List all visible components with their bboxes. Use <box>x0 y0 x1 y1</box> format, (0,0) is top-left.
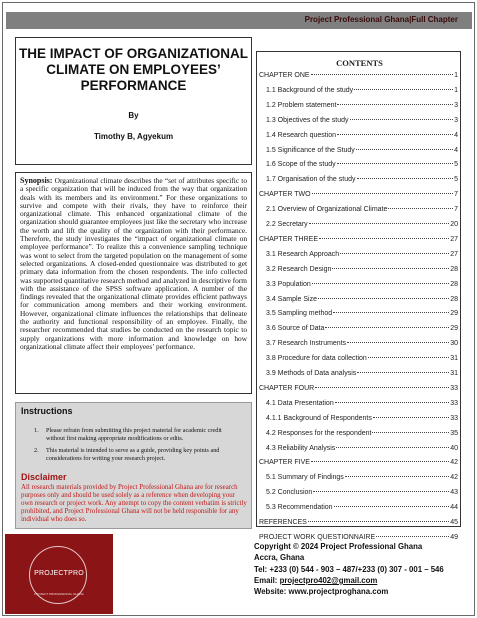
toc-entry[interactable] <box>266 132 458 141</box>
header-title: Project Professional Ghana|Full Chapter <box>304 15 458 24</box>
toc-leader-dots <box>311 74 454 75</box>
toc-entry-label: 2.2 Secretary <box>266 221 308 228</box>
toc-entry-page: 40 <box>450 444 458 452</box>
toc-entry[interactable] <box>259 72 458 81</box>
toc-entry-page: 28 <box>450 265 458 273</box>
disclaimer-title: Disclaimer <box>21 472 67 482</box>
toc-entry[interactable] <box>266 504 458 513</box>
logo <box>5 534 113 614</box>
title-box <box>15 37 252 165</box>
toc-entry-page: 5 <box>454 176 458 184</box>
toc-entry-page: 45 <box>450 519 458 526</box>
toc-entry-page: 28 <box>450 295 458 303</box>
toc-leader-dots <box>340 253 449 254</box>
title-line-3: PERFORMANCE <box>80 78 187 93</box>
toc-entry[interactable] <box>266 474 458 483</box>
toc-entry-label: 1.5 Significance of the Study <box>266 146 355 154</box>
toc-entry-label: 3.5 Sampling method <box>266 310 333 318</box>
toc-leader-dots <box>333 312 449 313</box>
toc-entry-label: CHAPTER THREE <box>259 235 318 243</box>
toc-entry[interactable] <box>259 385 458 394</box>
toc-entry[interactable] <box>266 296 458 305</box>
toc-entry-page: 31 <box>450 370 458 377</box>
toc-entry-label: 1.2 Problem statement <box>266 101 337 109</box>
toc-entry-label: 3.9 Methods of Data analysis <box>266 370 357 377</box>
toc-leader-dots <box>308 521 449 522</box>
instruction-item <box>34 447 234 462</box>
toc-entry[interactable] <box>259 519 458 528</box>
toc-entry-page: 1 <box>454 86 458 94</box>
synopsis-paragraph <box>20 176 247 351</box>
contact-block <box>254 541 444 597</box>
city: Accra, Ghana <box>254 553 305 563</box>
instructions-title: Instructions <box>21 406 73 416</box>
toc-entry[interactable] <box>266 281 458 290</box>
toc-entry-label: 3.8 Procedure for data collection <box>266 355 367 363</box>
toc-leader-dots <box>318 298 449 299</box>
email-line <box>254 575 444 586</box>
toc-leader-dots <box>354 89 453 90</box>
toc-leader-dots <box>337 163 453 164</box>
toc-entry-label: 3.7 Research Instruments <box>266 340 347 348</box>
toc-entry[interactable] <box>266 445 458 454</box>
title-line-1: THE IMPACT OF ORGANIZATIONAL <box>19 46 248 61</box>
instructions-box <box>15 402 252 529</box>
toc-entry[interactable] <box>266 355 458 364</box>
toc-entry-label: 3.1 Research Approach <box>266 250 340 258</box>
toc-entry-page: 1 <box>454 72 458 79</box>
toc-entry-label: 3.6 Source of Data <box>266 325 325 333</box>
instruction-item <box>34 427 234 442</box>
toc-entry[interactable] <box>266 206 458 215</box>
toc-entry[interactable] <box>266 161 458 170</box>
toc-entry-label: CHAPTER FOUR <box>259 384 315 392</box>
toc-leader-dots <box>350 119 454 120</box>
toc-entry[interactable] <box>259 191 458 200</box>
toc-entry[interactable] <box>266 340 458 349</box>
toc-entry-label: CHAPTER TWO <box>259 191 311 199</box>
toc-entry[interactable] <box>266 415 458 424</box>
toc-leader-dots <box>325 327 449 328</box>
toc-entry-page: 49 <box>450 533 458 541</box>
toc-entry[interactable] <box>266 400 458 409</box>
toc-entry-page: 33 <box>450 414 458 422</box>
toc-entry-label: REFERENCES <box>259 519 307 526</box>
toc-entry-label: 5.2 Conclusion <box>266 489 313 497</box>
instruction-number: 2. <box>34 447 39 455</box>
synopsis-text: Organizational climate describes the “set of attributes specific to a specific organization that will be induced from the way that organization deals with its members and its environment.” For these organizations to survive and compete with their rivals, they have to reinforce their organizational climate. This enhanced organizational climate of the organization should guarantee employees just like the secretary who increase the worth and lift the quality of the organization with their performance. Therefore, the study investigates the “impact of organizational climate on employee performance”. To realize this a convenience sampling technique was wont to select from the targeted population on the management of some selected organizations. A closed-ended questionnaire was distributed to get primary data information from the chosen respondents. The info collected was supported quantitative research method and analyzed in descriptive form with the assistance of the SPSS software application. A number of the findings revealed that the organizational climate provides efficient pathways for communication among members and their working environment. However, organizational climate influences the relationships that delineate the authority and functional responsibility of an employee. Finally, the researcher recommended that studies be conducted on the research topic to supply organizations with more information and knowledge on how organizational climate affect their employees’ performance. <box>20 176 247 351</box>
toc-leader-dots <box>319 238 449 239</box>
toc-entry-label: 3.4 Sample Size <box>266 295 317 303</box>
toc-leader-dots <box>347 342 449 343</box>
toc-entry-label: PROJECT WORK QUESTIONNAIRE <box>259 533 376 541</box>
toc-entry-page: 35 <box>450 429 458 437</box>
table-of-contents <box>256 51 461 541</box>
logo-text: PROJECTPRO <box>34 570 84 577</box>
toc-leader-dots <box>345 476 449 477</box>
toc-entry-label: 5.3 Recommendation <box>266 504 333 512</box>
document-title <box>16 46 251 94</box>
toc-entry-label: 1.6 Scope of the study <box>266 161 336 169</box>
toc-entry-page: 31 <box>450 355 458 363</box>
toc-leader-dots <box>337 104 453 105</box>
toc-entry-page: 33 <box>450 384 458 392</box>
toc-leader-dots <box>335 402 449 403</box>
toc-leader-dots <box>312 193 453 194</box>
toc-leader-dots <box>372 432 449 433</box>
toc-entry-label: 2.1 Overview of Organizational Climate <box>266 206 388 214</box>
toc-entry[interactable] <box>266 117 458 126</box>
synopsis-label: Synopsis: <box>20 176 53 185</box>
toc-leader-dots <box>336 447 449 448</box>
toc-entry-page: 29 <box>450 325 458 333</box>
toc-entry-page: 28 <box>450 280 458 288</box>
instruction-text: This material is intended to serve as a guide, providing key points and considerations for writing your research project. <box>46 447 220 462</box>
toc-leader-dots <box>334 506 450 507</box>
toc-entry[interactable] <box>266 325 458 334</box>
toc-leader-dots <box>315 387 449 388</box>
toc-entry-page: 29 <box>450 310 458 318</box>
title-line-2: CLIMATE ON EMPLOYEES’ <box>46 62 221 77</box>
toc-entry[interactable] <box>266 176 458 185</box>
toc-entry-page: 27 <box>450 250 458 258</box>
toc-leader-dots <box>332 268 449 269</box>
synopsis-box <box>15 172 252 394</box>
toc-entry[interactable] <box>266 430 458 439</box>
toc-entry[interactable] <box>266 266 458 275</box>
toc-entry[interactable] <box>266 221 458 230</box>
toc-entry[interactable] <box>259 236 458 245</box>
toc-entry[interactable] <box>266 147 458 156</box>
toc-entry-label: 4.1.1 Background of Respondents <box>266 414 372 422</box>
toc-entry-label: 4.1 Data Presentation <box>266 399 334 407</box>
toc-entry-page: 30 <box>450 340 458 348</box>
toc-leader-dots <box>357 178 454 179</box>
toc-entry-page: 33 <box>450 399 458 407</box>
toc-entry-page: 4 <box>454 131 458 139</box>
toc-leader-dots <box>388 208 453 209</box>
toc-entry-label: CHAPTER ONE <box>259 72 310 79</box>
toc-entry[interactable] <box>266 370 458 379</box>
toc-leader-dots <box>313 491 449 492</box>
toc-leader-dots <box>337 134 453 135</box>
instruction-number: 1. <box>34 427 39 434</box>
toc-entry-page: 44 <box>450 504 458 512</box>
toc-leader-dots <box>312 283 449 284</box>
toc-leader-dots <box>309 223 450 224</box>
toc-entry[interactable] <box>266 310 458 319</box>
header-bar <box>6 12 472 29</box>
toc-leader-dots <box>368 357 449 358</box>
toc-entry-label: 1.4 Research question <box>266 131 337 139</box>
toc-entry-label: 5.1 Summary of Findings <box>266 474 344 482</box>
logo-subtext: PROJECT PROFESSIONAL GHANA <box>34 592 84 596</box>
disclaimer-text: All research materials provided by Project Professional Ghana are for research purposes only and should be used solely as a reference when developing your own research or project work. Any attempt to copy the content verbatim is strictly prohibited, and Project Professional Ghana will not be held responsible for any individual who does so. <box>21 484 247 523</box>
toc-entry-label: 1.7 Organisation of the study <box>266 176 356 184</box>
copyright: Copyright © 2024 Project Professional Ghana <box>254 542 423 551</box>
toc-leader-dots <box>311 461 449 462</box>
email-link[interactable]: projectpro402@gmail.com <box>279 575 378 585</box>
toc-entry-page: 5 <box>454 161 458 169</box>
toc-entry-page: 7 <box>454 206 458 214</box>
toc-entry-label: 4.3 Reliability Analysis <box>266 444 336 452</box>
toc-heading: CONTENTS <box>336 58 383 68</box>
toc-entry-label: 1.3 Objectives of the study <box>266 116 349 124</box>
toc-entry-page: 4 <box>454 146 458 154</box>
instructions-list <box>34 427 234 467</box>
telephone: Tel: +233 (0) 544 - 903 – 487/+233 (0) 307 - 001 – 546 <box>254 564 444 574</box>
toc-entry[interactable] <box>266 251 458 260</box>
instruction-text: Please refrain from submitting this project material for academic credit without first making appropriate modifications or edits. <box>46 427 222 442</box>
toc-entry-label: 4.2 Responses for the respondent <box>266 429 372 437</box>
toc-entry-label: CHAPTER FIVE <box>259 459 310 467</box>
toc-entry-page: 3 <box>454 116 458 124</box>
toc-entry-page: 7 <box>454 191 458 199</box>
toc-entry-page: 20 <box>450 221 458 228</box>
toc-entry[interactable] <box>266 489 458 498</box>
toc-entry-label: 1.1 Background of the study <box>266 86 354 94</box>
toc-entry[interactable] <box>266 87 458 96</box>
author-name: Timothy B, Agyekum <box>93 132 174 141</box>
toc-entry-label: 3.3 Population <box>266 280 311 288</box>
toc-entry-page: 27 <box>450 235 458 243</box>
toc-leader-dots <box>357 372 449 373</box>
toc-entry[interactable] <box>266 102 458 111</box>
toc-entry-label: 3.2 Research Design <box>266 265 332 273</box>
toc-leader-dots <box>356 149 453 150</box>
toc-entry-page: 3 <box>454 101 458 109</box>
by-label: By <box>128 111 139 120</box>
toc-entry-page: 43 <box>450 489 458 497</box>
email-label: Email: <box>254 575 280 585</box>
toc-entry-page: 42 <box>450 474 458 482</box>
toc-leader-dots <box>376 536 449 537</box>
toc-entry[interactable] <box>259 459 458 468</box>
toc-entry-page: 42 <box>450 459 458 467</box>
toc-leader-dots <box>373 417 449 418</box>
website[interactable]: Website: www.projectproghana.com <box>254 587 389 597</box>
